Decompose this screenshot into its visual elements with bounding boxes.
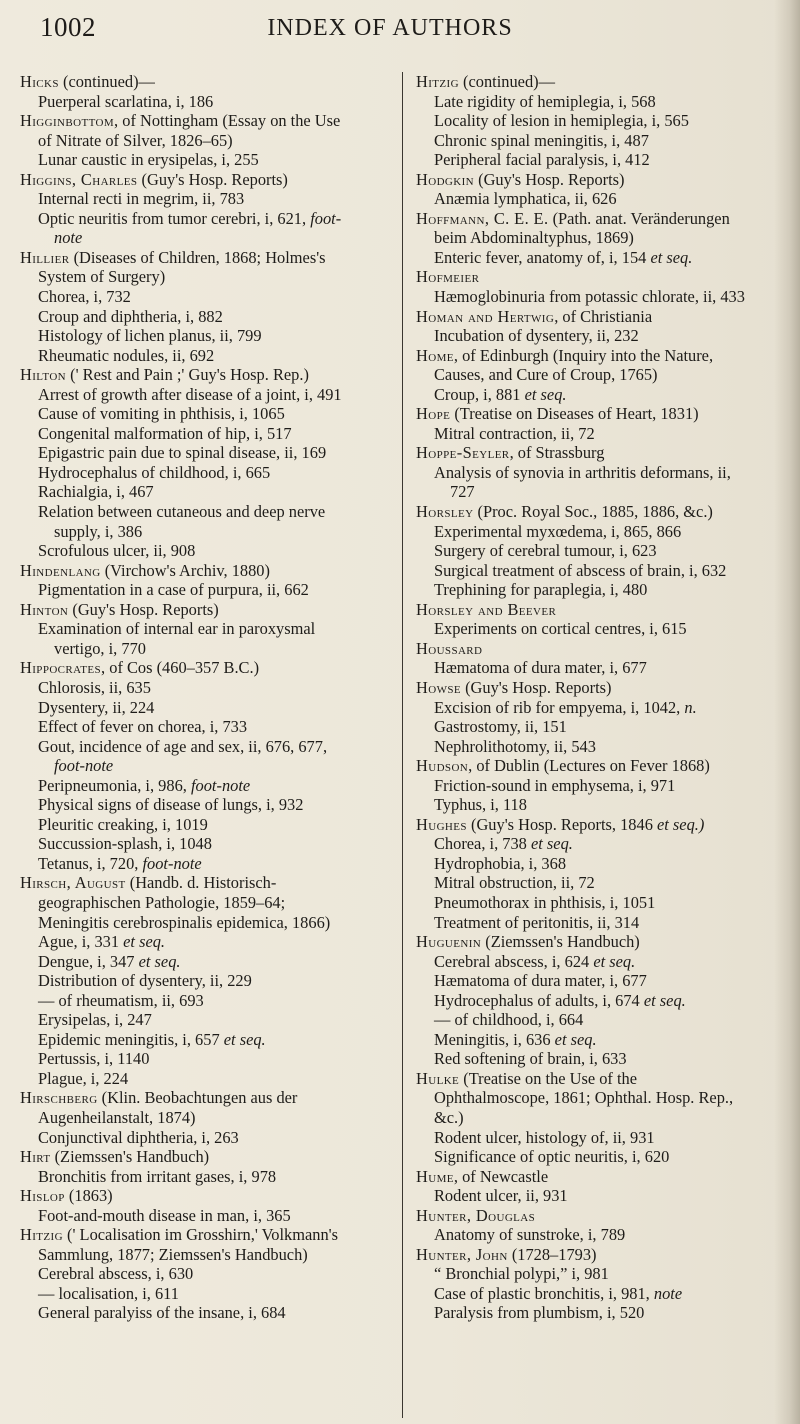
subentry-text: Succussion-splash, i, 1048 — [38, 834, 212, 854]
index-subentry — [416, 737, 754, 757]
subentry-text: Peripneumonia, i, 986, — [38, 775, 187, 795]
subentry-text: Rheumatic nodules, ii, 692 — [38, 345, 215, 365]
subentry-text: Surgical treatment of abscess of brain, i, 632 — [434, 560, 727, 580]
author-heading — [416, 678, 754, 698]
subentry-text: Croup, i, 881 — [434, 384, 521, 404]
author-heading — [20, 658, 358, 678]
index-subentry — [416, 1128, 754, 1148]
author-name: Huguenin — [416, 932, 482, 952]
author-source: (Guy's Hosp. Reports, 1846 — [466, 814, 653, 834]
author-heading — [416, 346, 754, 385]
author-name: Home — [416, 345, 454, 365]
author-source: (Guy's Hosp. Reports) — [68, 599, 219, 619]
index-subentry — [416, 698, 754, 718]
index-subentry — [20, 854, 358, 874]
author-heading — [416, 404, 754, 424]
subentry-text: Dysentery, ii, 224 — [38, 697, 155, 717]
index-subentry — [416, 1049, 754, 1069]
author-source: (Handb. d. Historisch-geographischen Pathologie, 1859–64; Meningitis cerebrospinalis epidemica, 1866) — [38, 873, 331, 932]
subentry-text: Lunar caustic in erysipelas, i, 255 — [38, 150, 259, 170]
author-heading — [20, 365, 358, 385]
index-subentry — [20, 1284, 358, 1304]
italic-note: et seq. — [643, 990, 686, 1010]
index-subentry — [20, 834, 358, 854]
subentry-text: Pertussis, i, 1140 — [38, 1049, 150, 1069]
subentry-text: Chorea, i, 732 — [38, 287, 131, 307]
index-subentry — [416, 1030, 754, 1050]
author-heading — [416, 600, 754, 620]
author-name: Hicks — [20, 72, 59, 91]
author-name: Hunter, John — [416, 1244, 508, 1264]
index-subentry — [416, 424, 754, 444]
subentry-text: Pleuritic creaking, i, 1019 — [38, 814, 208, 834]
author-source: (Guy's Hosp. Reports) — [474, 169, 625, 189]
author-heading — [416, 932, 754, 952]
author-source: , of Strassburg — [509, 443, 605, 463]
author-name: Hirsch, August — [20, 873, 126, 893]
index-subentry — [416, 561, 754, 581]
index-subentry — [416, 991, 754, 1011]
index-subentry — [416, 92, 754, 112]
index-subentry — [416, 619, 754, 639]
italic-note: et seq. — [593, 951, 636, 971]
subentry-text: Late rigidity of hemiplegia, i, 568 — [434, 91, 656, 111]
author-heading — [20, 1147, 358, 1167]
author-name: Horsley and Beever — [416, 599, 557, 619]
index-subentry — [20, 678, 358, 698]
author-source: (1863) — [64, 1186, 113, 1206]
author-heading — [20, 561, 358, 581]
subentry-text: Locality of lesion in hemiplegia, i, 565 — [434, 111, 689, 131]
author-heading — [20, 111, 358, 150]
author-name: Hitzig — [416, 72, 459, 91]
index-subentry — [20, 209, 358, 248]
author-source: (1728–1793) — [507, 1244, 597, 1264]
subentry-text: Cerebral abscess, i, 630 — [38, 1264, 194, 1284]
italic-note: foot-note — [54, 208, 342, 248]
author-name: Homan and Hertwig — [416, 306, 555, 326]
italic-note: et seq. — [123, 932, 166, 952]
index-subentry — [20, 1049, 358, 1069]
index-subentry — [20, 482, 358, 502]
index-subentry — [20, 92, 358, 112]
author-name: Hindenlang — [20, 560, 101, 580]
author-source: (Ziemssen's Handbuch) — [50, 1147, 210, 1167]
author-name: Hislop — [20, 1186, 65, 1206]
index-subentry — [416, 463, 754, 502]
author-name: Hillier — [20, 247, 70, 267]
subentry-text: Relation between cutaneous and deep nerve supply, i, 386 — [38, 502, 326, 541]
index-subentry — [416, 658, 754, 678]
index-subentry — [20, 385, 358, 405]
subentry-text: Puerperal scarlatina, i, 186 — [38, 91, 214, 111]
author-source: , of Newcastle — [453, 1166, 549, 1186]
author-heading — [20, 170, 358, 190]
subentry-text: Trephining for paraplegia, i, 480 — [434, 580, 648, 600]
author-heading — [416, 267, 754, 287]
author-source: , of Dublin (Lectures on Fever 1868) — [468, 756, 710, 776]
index-subentry — [416, 522, 754, 542]
subentry-text: Chorea, i, 738 — [434, 834, 527, 854]
author-name: Hippocrates — [20, 658, 102, 678]
subentry-text: Mitral obstruction, ii, 72 — [434, 873, 595, 893]
index-subentry — [416, 541, 754, 561]
subentry-text: Chlorosis, ii, 635 — [38, 677, 151, 697]
author-source: , of Nottingham (Essay on the Use of Nitrate of Silver, 1826–65) — [38, 111, 341, 150]
subentry-text: Distribution of dysentery, ii, 229 — [38, 971, 252, 991]
subentry-text: Bronchitis from irritant gases, i, 978 — [38, 1166, 277, 1186]
author-source: , of Christiania — [554, 306, 653, 326]
subentry-text: Foot-and-mouth disease in man, i, 365 — [38, 1205, 291, 1225]
subentry-text: — localisation, i, 611 — [38, 1283, 179, 1303]
subentry-text: Nephrolithotomy, ii, 543 — [434, 736, 596, 756]
subentry-text: Physical signs of disease of lungs, i, 932 — [38, 795, 304, 815]
italic-note: et seq. — [650, 247, 693, 267]
author-source: (' Localisation im Grosshirn,' Volkmann's Sammlung, 1877; Ziemssen's Handbuch) — [38, 1225, 338, 1264]
index-subentry — [20, 737, 358, 776]
index-subentry — [416, 580, 754, 600]
author-name: Hirschberg — [20, 1088, 98, 1108]
italic-note: n. — [684, 697, 697, 717]
index-subentry — [416, 1225, 754, 1245]
index-subentry — [20, 795, 358, 815]
author-name: Hope — [416, 404, 451, 424]
subentry-text: Excision of rib for empyema, i, 1042, — [434, 697, 681, 717]
index-subentry — [416, 111, 754, 131]
index-subentry — [416, 1284, 754, 1304]
author-source: (continued)— — [58, 72, 155, 91]
index-subentry — [20, 1069, 358, 1089]
subentry-text: Pneumothorax in phthisis, i, 1051 — [434, 892, 656, 912]
left-index-column — [20, 72, 358, 1323]
index-subentry — [20, 150, 358, 170]
subentry-text: Anatomy of sunstroke, i, 789 — [434, 1225, 626, 1245]
index-subentry — [20, 424, 358, 444]
subentry-text: Friction-sound in emphysema, i, 971 — [434, 775, 676, 795]
author-source: , of Edinburgh (Inquiry into the Nature, Causes, and Cure of Croup, 1765) — [434, 345, 714, 385]
subentry-text: Effect of fever on chorea, i, 733 — [38, 717, 248, 737]
index-subentry — [416, 189, 754, 209]
subentry-text: — of rheumatism, ii, 693 — [38, 990, 204, 1010]
author-name: Howse — [416, 677, 461, 697]
author-source: (Treatise on Diseases of Heart, 1831) — [450, 404, 699, 424]
subentry-text: Hydrophobia, i, 368 — [434, 853, 567, 873]
index-subentry — [20, 717, 358, 737]
index-subentry — [20, 952, 358, 972]
subentry-text: Paralysis from plumbism, i, 520 — [434, 1303, 645, 1323]
author-name: Hodgkin — [416, 169, 475, 189]
subentry-text: Cause of vomiting in phthisis, i, 1065 — [38, 404, 285, 424]
author-name: Hinton — [20, 599, 69, 619]
index-subentry — [416, 1147, 754, 1167]
author-heading — [416, 1069, 754, 1128]
author-source: (Klin. Beobachtungen aus der Augenheilanstalt, 1874) — [38, 1088, 298, 1127]
subentry-text: Chronic spinal meningitis, i, 487 — [434, 130, 649, 150]
index-subentry — [20, 698, 358, 718]
subentry-text: Rodent ulcer, ii, 931 — [434, 1186, 568, 1206]
subentry-text: Red softening of brain, i, 633 — [434, 1049, 627, 1069]
index-subentry — [416, 131, 754, 151]
index-subentry — [416, 952, 754, 972]
author-heading — [20, 72, 358, 92]
subentry-text: Experiments on cortical centres, i, 615 — [434, 619, 687, 639]
page-number: 1002 — [40, 12, 96, 42]
author-heading — [416, 307, 754, 327]
index-subentry — [416, 326, 754, 346]
subentry-text: Dengue, i, 347 — [38, 951, 135, 971]
index-subentry — [416, 717, 754, 737]
subentry-text: Epidemic meningitis, i, 657 — [38, 1029, 220, 1049]
index-subentry — [20, 189, 358, 209]
subentry-text: Internal recti in megrim, ii, 783 — [38, 189, 245, 209]
italic-note: foot-note — [54, 756, 114, 776]
author-name: Hunter, Douglas — [416, 1205, 536, 1225]
author-heading — [20, 1225, 358, 1264]
subentry-text: Croup and diphtheria, i, 882 — [38, 306, 223, 326]
subentry-text: Hydrocephalus of childhood, i, 665 — [38, 462, 271, 482]
author-heading — [416, 639, 754, 659]
index-subentry — [416, 385, 754, 405]
author-name: Horsley — [416, 502, 474, 522]
index-subentry — [416, 1303, 754, 1323]
italic-note: et seq. — [138, 951, 181, 971]
author-name: Hume — [416, 1166, 454, 1186]
subentry-text: Meningitis, i, 636 — [434, 1029, 551, 1049]
subentry-text: Case of plastic bronchitis, i, 981, — [434, 1283, 650, 1303]
italic-note: et seq. — [223, 1029, 266, 1049]
index-subentry — [416, 873, 754, 893]
author-source: (Path. anat. Veränderungen beim Abdominaltyphus, 1869) — [434, 208, 730, 248]
page-spine-shadow — [774, 0, 800, 1424]
index-subentry — [20, 991, 358, 1011]
running-title: INDEX OF AUTHORS — [267, 15, 513, 41]
index-subentry — [416, 150, 754, 170]
author-source: (Virchow's Archiv, 1880) — [100, 560, 270, 580]
subentry-text: Gout, incidence of age and sex, ii, 676, 677, — [38, 736, 328, 756]
subentry-text: Rachialgia, i, 467 — [38, 482, 154, 502]
subentry-text: Arrest of growth after disease of a joint, i, 491 — [38, 384, 342, 404]
index-subentry — [20, 1010, 358, 1030]
subentry-text: Congenital malformation of hip, i, 517 — [38, 423, 292, 443]
subentry-text: Enteric fever, anatomy of, i, 154 — [434, 247, 647, 267]
subentry-text: Conjunctival diphtheria, i, 263 — [38, 1127, 239, 1147]
subentry-text: Histology of lichen planus, ii, 799 — [38, 326, 262, 346]
author-name: Higginbottom — [20, 111, 115, 131]
index-subentry — [20, 1167, 358, 1187]
author-source: (Proc. Royal Soc., 1885, 1886, &c.) — [473, 502, 713, 522]
subentry-text: Plague, i, 224 — [38, 1068, 129, 1088]
author-name: Hoffmann, C. E. E. — [416, 208, 549, 228]
index-subentry — [20, 1303, 358, 1323]
index-subentry — [20, 307, 358, 327]
subentry-text: Analysis of synovia in arthritis deformans, ii, 727 — [434, 462, 731, 502]
author-name: Hirt — [20, 1147, 51, 1167]
index-subentry — [20, 463, 358, 483]
subentry-text: Peripheral facial paralysis, i, 412 — [434, 150, 650, 170]
index-subentry — [20, 1128, 358, 1148]
subentry-text: Hæmoglobinuria from potassic chlorate, ii, 433 — [434, 287, 745, 307]
subentry-text: Erysipelas, i, 247 — [38, 1010, 152, 1030]
author-name: Houssard — [416, 638, 483, 658]
index-subentry — [20, 404, 358, 424]
subentry-text: Incubation of dysentery, ii, 232 — [434, 326, 639, 346]
subentry-text: Rodent ulcer, histology of, ii, 931 — [434, 1127, 655, 1147]
author-heading — [20, 600, 358, 620]
subentry-text: Significance of optic neuritis, i, 620 — [434, 1147, 670, 1167]
italic-note: et seq.) — [657, 814, 705, 834]
index-subentry — [416, 1264, 754, 1284]
italic-note: et seq. — [554, 1029, 597, 1049]
author-heading — [416, 443, 754, 463]
author-name: Hulke — [416, 1068, 460, 1088]
author-name: Hoppe-Seyler — [416, 443, 510, 463]
subentry-text: Cerebral abscess, i, 624 — [434, 951, 590, 971]
subentry-text: Tetanus, i, 720, — [38, 853, 139, 873]
index-subentry — [20, 346, 358, 366]
author-source: (Diseases of Children, 1868; Holmes's System of Surgery) — [38, 247, 326, 287]
subentry-text: Hydrocephalus of adults, i, 674 — [434, 990, 640, 1010]
author-name: Hilton — [20, 365, 67, 385]
index-subentry — [20, 1030, 358, 1050]
author-source: (Guy's Hosp. Reports) — [137, 169, 288, 189]
index-subentry — [416, 913, 754, 933]
index-subentry — [20, 326, 358, 346]
page-header — [40, 12, 740, 52]
subentry-text: Optic neuritis from tumor cerebri, i, 621, — [38, 208, 307, 228]
italic-note: foot-note — [190, 775, 251, 795]
subentry-text: Pigmentation in a case of purpura, ii, 662 — [38, 580, 309, 600]
subentry-text: “ Bronchial polypi,” i, 981 — [434, 1264, 609, 1284]
subentry-text: Surgery of cerebral tumour, i, 623 — [434, 541, 657, 561]
author-name: Hitzig — [20, 1225, 63, 1245]
italic-note: et seq. — [530, 834, 573, 854]
column-divider — [402, 72, 403, 1418]
subentry-text: Typhus, i, 118 — [434, 795, 527, 815]
subentry-text: General paralyiss of the insane, i, 684 — [38, 1303, 286, 1323]
subentry-text: Mitral contraction, ii, 72 — [434, 423, 595, 443]
index-subentry — [20, 619, 358, 658]
author-name: Hughes — [416, 814, 467, 834]
index-subentry — [416, 971, 754, 991]
index-subentry — [416, 1186, 754, 1206]
author-source: (' Rest and Pain ;' Guy's Hosp. Rep.) — [66, 365, 309, 385]
author-heading — [416, 502, 754, 522]
author-heading — [416, 1167, 754, 1187]
author-source: (Guy's Hosp. Reports) — [461, 677, 612, 697]
author-heading — [416, 1206, 754, 1226]
author-heading — [20, 248, 358, 287]
italic-note: et seq. — [524, 384, 567, 404]
index-subentry — [416, 1010, 754, 1030]
author-heading — [416, 815, 754, 835]
index-subentry — [20, 580, 358, 600]
index-subentry — [20, 1206, 358, 1226]
index-subentry — [20, 971, 358, 991]
index-subentry — [20, 287, 358, 307]
index-subentry — [20, 1264, 358, 1284]
index-subentry — [416, 248, 754, 268]
subentry-text: Ague, i, 331 — [38, 932, 120, 952]
index-subentry — [20, 932, 358, 952]
italic-note: note — [653, 1283, 683, 1303]
author-heading — [416, 209, 754, 248]
author-heading — [416, 170, 754, 190]
author-name: Hudson — [416, 756, 469, 776]
author-heading — [416, 1245, 754, 1265]
author-heading — [20, 1186, 358, 1206]
index-subentry — [416, 893, 754, 913]
author-name: Hofmeier — [416, 267, 480, 287]
index-subentry — [20, 776, 358, 796]
subentry-text: — of childhood, i, 664 — [434, 1010, 584, 1030]
author-heading — [416, 756, 754, 776]
italic-note: foot-note — [142, 853, 202, 873]
subentry-text: Epigastric pain due to spinal disease, ii, 169 — [38, 443, 327, 463]
index-subentry — [20, 502, 358, 541]
index-subentry — [20, 815, 358, 835]
author-source: , of Cos (460–357 B.C.) — [101, 658, 260, 678]
author-source: (continued)— — [458, 72, 555, 91]
index-subentry — [20, 541, 358, 561]
subentry-text: Scrofulous ulcer, ii, 908 — [38, 541, 196, 561]
author-source: (Treatise on the Use of the Ophthalmoscope, 1861; Ophthal. Hosp. Rep., &c.) — [434, 1068, 734, 1127]
author-name: Higgins, Charles — [20, 169, 138, 189]
index-subentry — [416, 854, 754, 874]
index-subentry — [416, 834, 754, 854]
index-subentry — [20, 443, 358, 463]
subentry-text: Experimental myxœdema, i, 865, 866 — [434, 521, 682, 541]
author-heading — [20, 873, 358, 932]
right-index-column — [416, 72, 754, 1323]
subentry-text: Anæmia lymphatica, ii, 626 — [434, 189, 617, 209]
index-subentry — [416, 776, 754, 796]
subentry-text: Hæmatoma of dura mater, i, 677 — [434, 971, 647, 991]
author-heading — [20, 1088, 358, 1127]
index-subentry — [416, 795, 754, 815]
subentry-text: Treatment of peritonitis, ii, 314 — [434, 912, 640, 932]
subentry-text: Examination of internal ear in paroxysmal vertigo, i, 770 — [38, 619, 316, 658]
author-source: (Ziemssen's Handbuch) — [481, 932, 640, 952]
subentry-text: Hæmatoma of dura mater, i, 677 — [434, 658, 647, 678]
author-heading — [416, 72, 754, 92]
subentry-text: Gastrostomy, ii, 151 — [434, 717, 567, 737]
index-subentry — [416, 287, 754, 307]
